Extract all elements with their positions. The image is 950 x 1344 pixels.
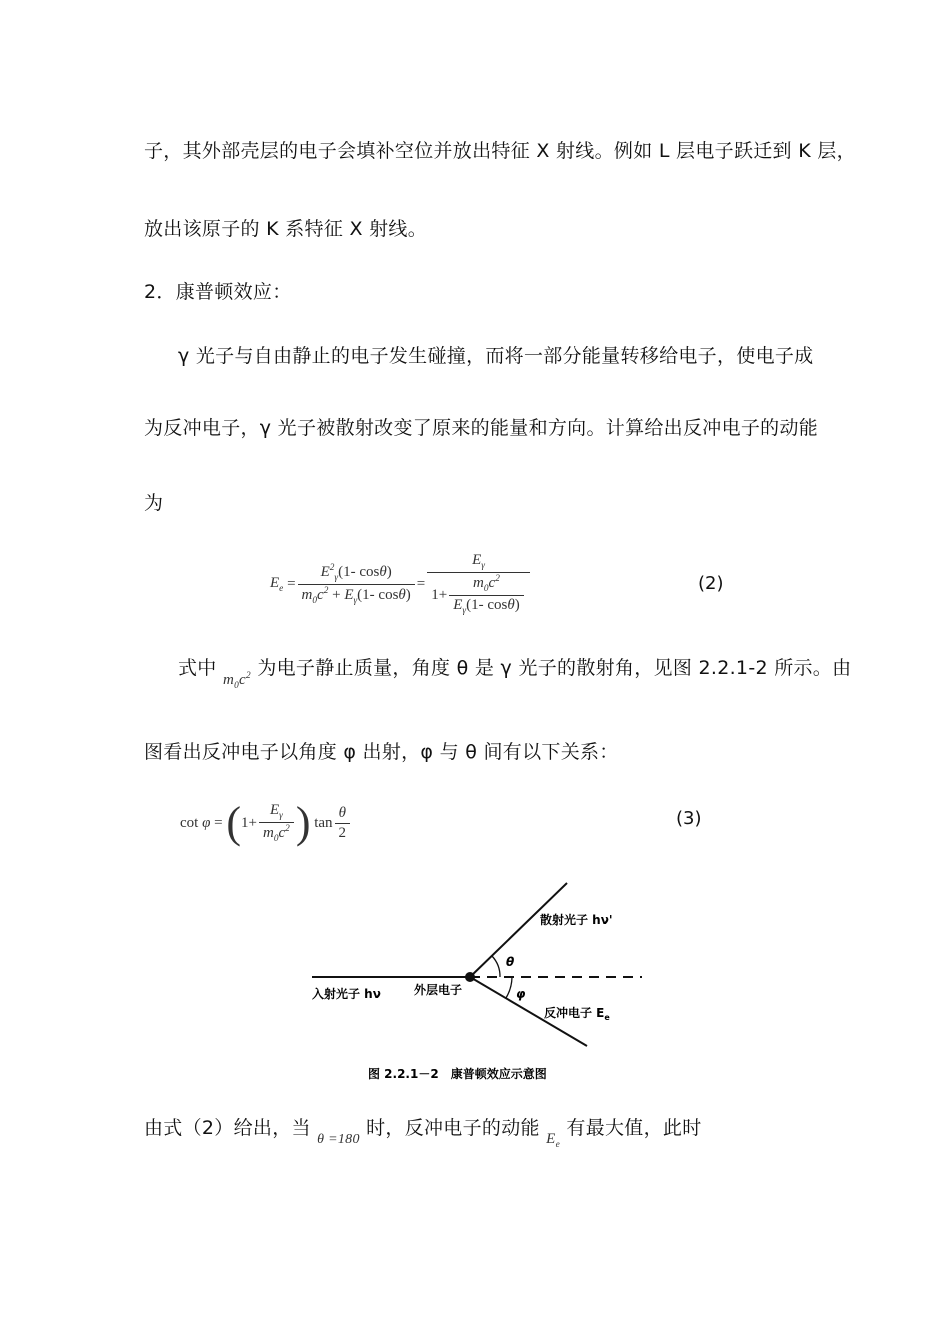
electron-dot — [465, 972, 475, 982]
theta-arc — [492, 956, 500, 977]
paragraph-line-8-mid: 时，反冲电子的动能 — [366, 1117, 540, 1139]
phi-label: φ — [516, 987, 526, 1001]
equation-2: $E_e$ = $\frac{E^2_\gamma(1- \cos\theta)}{m_0c^2 + E_\gamma(1- \cos\theta)}$ = $E_\gamma$ 1+ $\frac{m_0c^2}{E_\gamma(1- \cos\theta)}$ — [270, 538, 532, 630]
paragraph-line-7: 图看出反冲电子以角度 φ 出射，φ 与 θ 间有以下关系： — [144, 741, 619, 763]
paragraph-line-6 — [178, 653, 852, 691]
electron-label: 外层电子 — [414, 983, 463, 997]
inline-m0c2: m0c2 — [222, 671, 251, 691]
equation-3-number: (3) — [676, 808, 702, 829]
theta-label: θ — [506, 955, 515, 969]
scattered-photon-line — [470, 883, 567, 977]
compton-diagram — [300, 870, 660, 1090]
equation-2-number: (2) — [698, 573, 724, 594]
scattered-photon-label: 散射光子 hν' — [540, 913, 613, 927]
paragraph-line-6-end: 为电子静止质量，角度 θ 是 γ 光子的散射角，见图 2.2.1-2 所示。由 — [257, 657, 852, 679]
paragraph-line-8-start: 由式（2）给出，当 — [144, 1117, 311, 1139]
inline-theta-180: θ =180 — [317, 1132, 360, 1147]
paragraph-line-6-start: 式中 — [178, 657, 217, 679]
paragraph-line-4: 为反冲电子，γ 光子被散射改变了原来的能量和方向。计算给出反冲电子的动能 — [144, 417, 819, 439]
inline-Ee: Ee — [546, 1131, 561, 1150]
incident-photon-label: 入射光子 hν — [312, 987, 381, 1001]
section-heading: 2．康普顿效应： — [144, 281, 292, 303]
equation-3: cot φ = ( 1+ $\frac{E_\gamma}{m_0c^2}$ ) tan $\frac{\theta}{2}$ — [180, 795, 352, 851]
phi-arc — [506, 977, 512, 998]
paragraph-line-1: 子，其外部壳层的电子会填补空位并放出特征 X 射线。例如 L 层电子跃迁到 K 层， — [144, 140, 856, 162]
paragraph-line-3: γ 光子与自由静止的电子发生碰撞，而将一部分能量转移给电子，使电子成 — [178, 345, 814, 367]
paragraph-line-2: 放出该原子的 K 系特征 X 射线。 — [144, 218, 428, 240]
figure-caption: 图 2.2.1－2 康普顿效应示意图 — [368, 1067, 547, 1081]
paragraph-line-8 — [144, 1113, 702, 1150]
paragraph-line-8-end: 有最大值，此时 — [566, 1117, 702, 1139]
paragraph-line-5: 为 — [144, 492, 164, 514]
recoil-electron-subscript: e — [604, 1013, 610, 1022]
recoil-electron-label-text: 反冲电子 E — [544, 1006, 605, 1020]
recoil-electron-label — [544, 1005, 610, 1022]
